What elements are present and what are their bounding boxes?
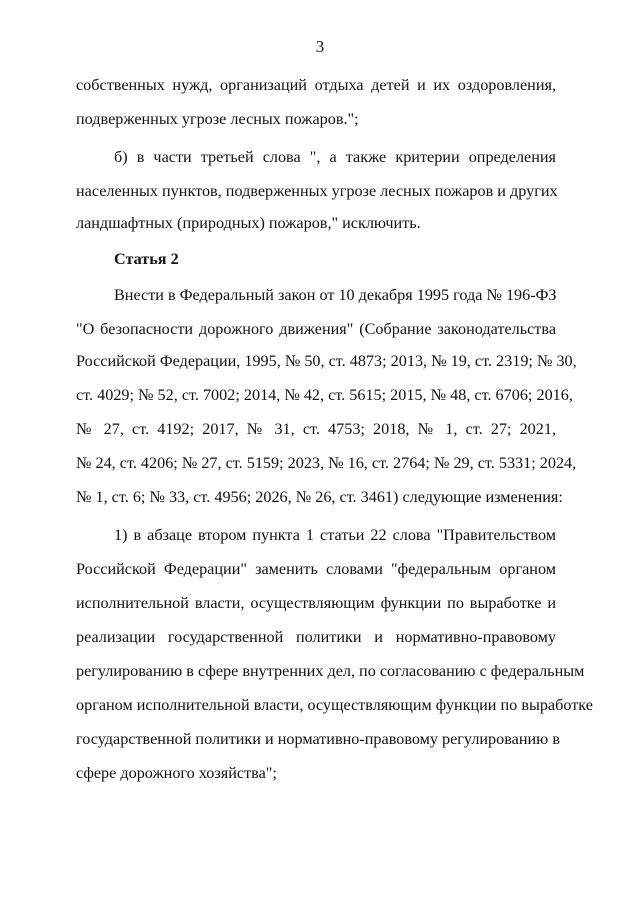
- paragraph-line: б) в части третьей слова ", а также критерии определения: [114, 148, 556, 166]
- paragraph-line: органом исполнительной власти, осуществляющим функции по выработке: [76, 696, 593, 714]
- paragraph-line: реализации государственной политики и нормативно-правовому: [76, 628, 556, 646]
- paragraph-line: исполнительной власти, осуществляющим функции по выработке и: [76, 594, 556, 612]
- paragraph-line: населенных пунктов, подверженных угрозе лесных пожаров и других: [76, 182, 558, 200]
- paragraph-line: "О безопасности дорожного движения" (Собрание законодательства: [76, 320, 556, 338]
- paragraph-line: регулированию в сфере внутренних дел, по согласованию с федеральным: [76, 662, 585, 680]
- paragraph-line: № 27, ст. 4192; 2017, № 31, ст. 4753; 2018, № 1, ст. 27; 2021,: [76, 420, 556, 438]
- paragraph-line: подверженных угрозе лесных пожаров.";: [76, 110, 359, 128]
- paragraph-line: Российской Федерации, 1995, № 50, ст. 4873; 2013, № 19, ст. 2319; № 30,: [76, 352, 577, 370]
- paragraph-line: государственной политики и нормативно-правовому регулированию в: [76, 730, 560, 748]
- paragraph-line: сфере дорожного хозяйства";: [76, 764, 277, 782]
- paragraph-line: 1) в абзаце втором пункта 1 статьи 22 слова "Правительством: [114, 526, 556, 544]
- article-heading: Статья 2: [114, 250, 179, 268]
- paragraph-line: Внести в Федеральный закон от 10 декабря 1995 года № 196-ФЗ: [114, 286, 557, 304]
- paragraph-line: ст. 4029; № 52, ст. 7002; 2014, № 42, ст. 5615; 2015, № 48, ст. 6706; 2016,: [76, 386, 573, 404]
- paragraph-line: Российской Федерации" заменить словами "федеральным органом: [76, 560, 556, 578]
- paragraph-line: собственных нужд, организаций отдыха детей и их оздоровления,: [76, 76, 556, 94]
- page-number: 3: [315, 37, 325, 56]
- paragraph-line: ландшафтных (природных) пожаров," исключить.: [76, 214, 421, 232]
- paragraph-line: № 24, ст. 4206; № 27, ст. 5159; 2023, № 16, ст. 2764; № 29, ст. 5331; 2024,: [76, 454, 577, 472]
- paragraph-line: № 1, ст. 6; № 33, ст. 4956; 2026, № 26, ст. 3461) следующие изменения:: [76, 488, 563, 506]
